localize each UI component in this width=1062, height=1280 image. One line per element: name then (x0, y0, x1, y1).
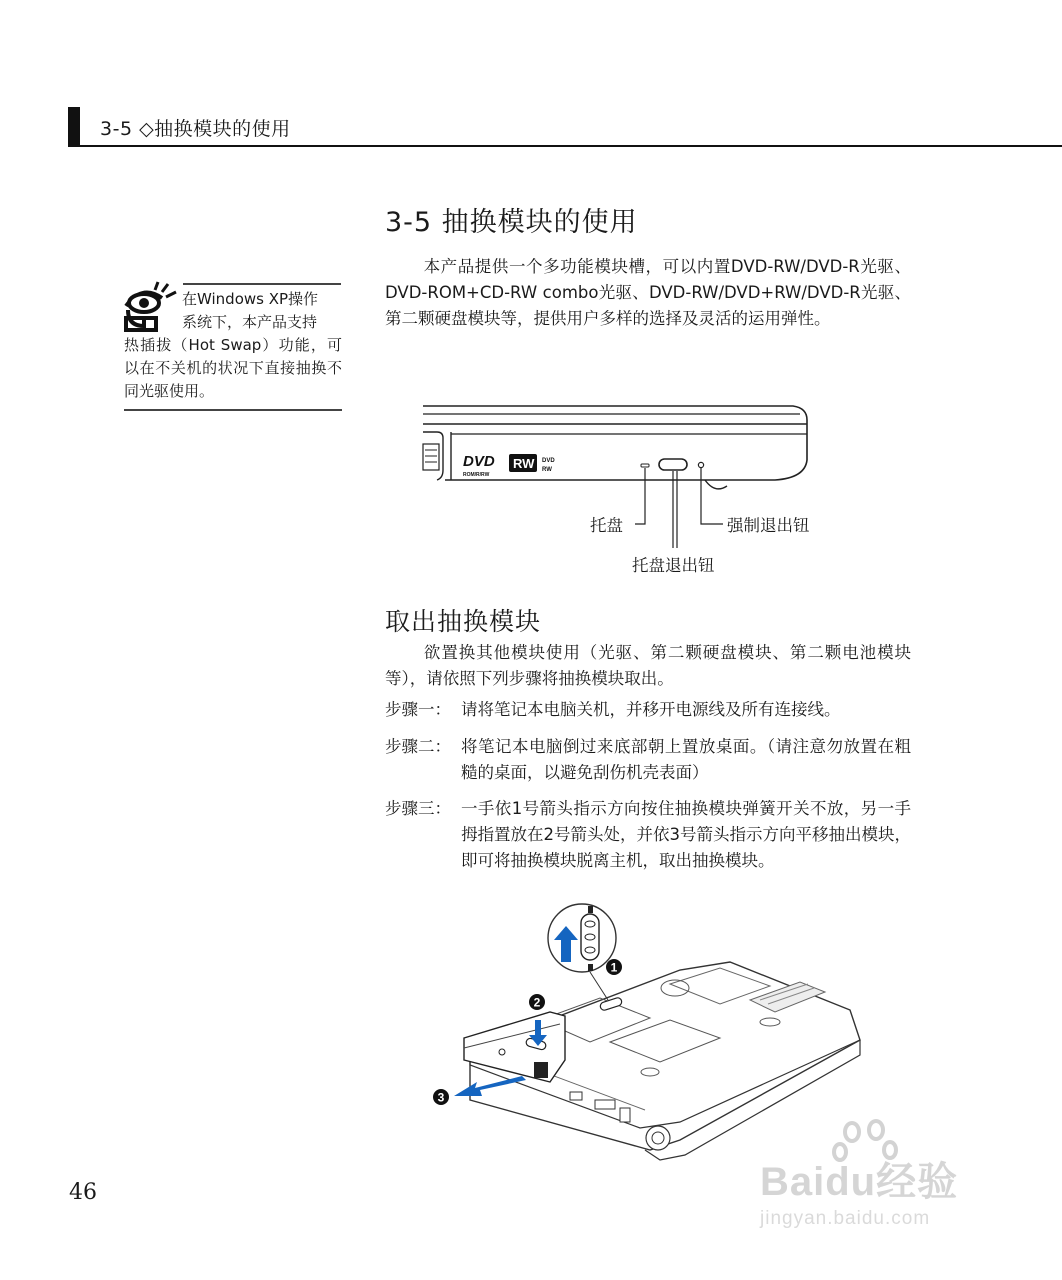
marker-2: 2 (533, 995, 541, 1010)
watermark-url: jingyan.baidu.com (760, 1208, 931, 1229)
section-intro-text: 本产品提供一个多功能模块槽，可以内置DVD-RW/DVD-R光驱、DVD-ROM+CD-RW combo光驱、DVD-RW/DVD+RW/DVD-R光驱、第二颗硬盘模块等，提供用户多样的选择及灵活的运用弹性。 (385, 257, 911, 328)
baidu-watermark (760, 1118, 1010, 1238)
marker-3: 3 (437, 1090, 445, 1105)
tray-caption: 托盘 (590, 516, 623, 535)
step-3 (385, 796, 911, 874)
dvd-small-label: DVD (542, 458, 555, 464)
running-header: 3-5 ◇抽换模块的使用 (100, 118, 291, 140)
watermark-text: Baidu经验 (760, 1160, 959, 1204)
step-text: 将笔记本电脑倒过来底部朝上置放桌面。（请注意勿放置在粗糙的桌面，以避免刮伤机壳表面） (461, 737, 911, 782)
step-2 (385, 734, 911, 786)
page-number: 46 (69, 1180, 97, 1205)
step-text: 一手依1号箭头指示方向按住抽换模块弹簧开关不放，另一手拇指置放在2号箭头处，并依3号箭头指示方向平移抽出模块，即可将抽换模块脱离主机，取出抽换模块。 (461, 799, 911, 870)
tip-note-rest: 热插拔（Hot Swap）功能，可以在不关机的状况下直接抽换不同光驱使用。 (124, 336, 342, 400)
step-label: 步骤一： (385, 700, 451, 719)
note-bottom-rule (124, 409, 342, 411)
marker-1: 1 (610, 960, 618, 975)
tip-note (124, 288, 342, 403)
rw-logo: RW (513, 456, 535, 471)
step-text: 请将笔记本电脑关机，并移开电源线及所有连接线。 (461, 700, 841, 719)
tip-note-line1: 在Windows XP操作 (182, 290, 319, 308)
section-title: 3-5 抽换模块的使用 (385, 207, 638, 238)
optical-drive-figure (415, 398, 815, 498)
section-intro-paragraph (385, 254, 911, 332)
subsection-intro-text: 欲置换其他模块使用（光驱、第二颗硬盘模块、第二颗电池模块等），请依照下列步骤将抽换模块取出。 (385, 643, 911, 688)
step-1 (385, 697, 911, 723)
force-eject-hole (698, 462, 703, 467)
subsection-intro-paragraph (385, 640, 911, 692)
subsection-title: 取出抽换模块 (385, 607, 542, 636)
force-eject-caption: 强制退出钮 (727, 516, 810, 535)
rw-small-label: RW (542, 467, 552, 473)
header-rule (68, 145, 1062, 147)
tray-led (641, 464, 649, 467)
dvd-logo-sub: ROM/R/RW (463, 472, 490, 478)
note-top-rule (183, 283, 341, 285)
header-bar (68, 107, 80, 147)
tip-note-line2: 系统下，本产品支持 (182, 313, 318, 331)
tray-eject-caption: 托盘退出钮 (632, 556, 715, 575)
dvd-logo: DVD (463, 453, 495, 470)
step-label: 步骤二： (385, 737, 451, 756)
step-label: 步骤三： (385, 799, 451, 818)
tray-eject-button (659, 459, 687, 470)
